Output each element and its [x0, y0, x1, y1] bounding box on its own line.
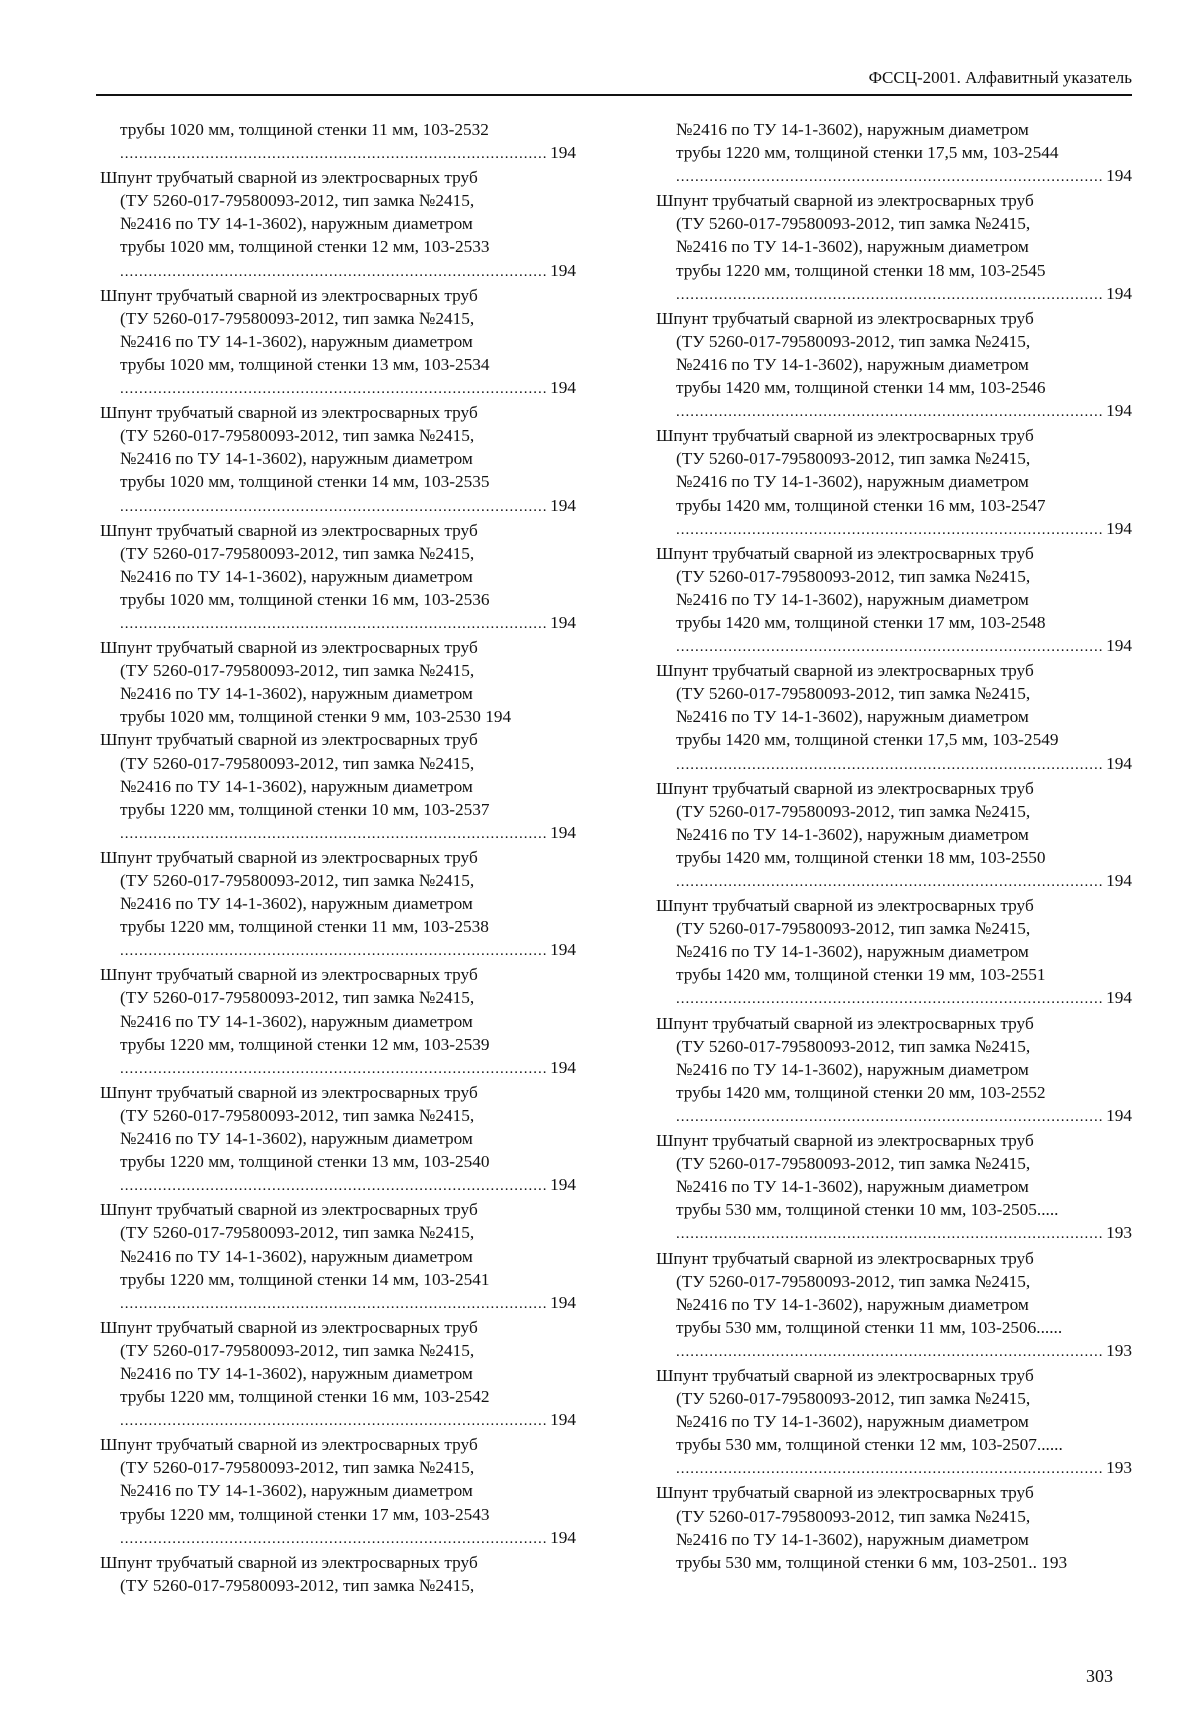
page-reference: [656, 282, 1132, 307]
index-entry-line: трубы 1220 мм, толщиной стенки 17,5 мм, 103-2544: [676, 143, 1059, 163]
index-entry-line: №2416 по ТУ 14-1-3602), наружным диаметром: [120, 684, 473, 704]
index-entry-line: (ТУ 5260-017-79580093-2012, тип замка №2415,: [120, 1458, 475, 1478]
index-entry-line: Шпунт трубчатый сварной из электросварных труб: [100, 1435, 478, 1455]
index-entry-line: (ТУ 5260-017-79580093-2012, тип замка №2415,: [676, 566, 1031, 586]
index-entry-line: (ТУ 5260-017-79580093-2012, тип замка №2415,: [676, 1036, 1031, 1056]
index-entry-line: Шпунт трубчатый сварной из электросварных труб: [100, 285, 478, 305]
index-entry-line: трубы 1020 мм, толщиной стенки 13 мм, 103-2534: [120, 354, 490, 374]
index-entry-line: Шпунт трубчатый сварной из электросварных труб: [656, 778, 1034, 798]
index-entry-line: Шпунт трубчатый сварной из электросварных труб: [100, 730, 478, 750]
index-entry-line: трубы 1020 мм, толщиной стенки 14 мм, 103-2535: [120, 472, 490, 492]
page-ref-number: 194: [550, 378, 576, 398]
page-ref-number: 194: [550, 1175, 576, 1195]
index-entry-line: трубы 1420 мм, толщиной стенки 16 мм, 103-2547: [676, 495, 1046, 515]
page-reference: [100, 1408, 576, 1433]
dot-leader: [120, 1410, 548, 1433]
page-ref-number: 194: [1106, 871, 1132, 890]
index-entry-line: Шпунт трубчатый сварной из электросварных труб: [656, 1013, 1034, 1033]
index-entry-line: №2416 по ТУ 14-1-3602), наружным диаметром: [676, 1529, 1029, 1549]
page-reference: [656, 1221, 1132, 1246]
index-entry-line: трубы 1420 мм, толщиной стенки 18 мм, 103-2550: [676, 847, 1046, 867]
index-entry: [656, 1247, 1132, 1364]
page-ref-number: 194: [550, 1410, 576, 1430]
index-entry: [100, 118, 576, 166]
index-entry: [100, 284, 576, 401]
page-ref-number: 194: [550, 612, 576, 632]
index-entry-line: №2416 по ТУ 14-1-3602), наружным диаметром: [120, 214, 473, 234]
index-entry: [100, 519, 576, 636]
page-ref-number: 193: [1106, 1223, 1132, 1243]
index-entry-line: №2416 по ТУ 14-1-3602), наружным диаметром: [676, 942, 1029, 962]
index-entry-line: (ТУ 5260-017-79580093-2012, тип замка №2415,: [676, 214, 1031, 234]
index-entry-line: №2416 по ТУ 14-1-3602), наружным диаметром: [120, 566, 473, 586]
index-entry: [100, 1316, 576, 1433]
page-ref-number: 194: [550, 822, 576, 842]
dot-leader: [676, 1106, 1104, 1129]
page-reference: [656, 752, 1132, 777]
page-reference: [100, 376, 576, 401]
index-entry-line: №2416 по ТУ 14-1-3602), наружным диаметром: [676, 707, 1029, 727]
page-reference: [656, 399, 1132, 424]
dot-leader: [120, 1293, 548, 1316]
index-entry-line: (ТУ 5260-017-79580093-2012, тип замка №2415,: [676, 1506, 1031, 1526]
index-entry-line: №2416 по ТУ 14-1-3602), наружным диаметром: [676, 589, 1029, 609]
index-entry-line: трубы 1420 мм, толщиной стенки 17 мм, 103-2548: [676, 612, 1046, 632]
index-entry-line: №2416 по ТУ 14-1-3602), наружным диаметром: [120, 1129, 473, 1149]
index-entry-line: (ТУ 5260-017-79580093-2012, тип замка №2415,: [676, 1154, 1031, 1174]
dot-leader: [676, 636, 1104, 659]
page-reference: [100, 494, 576, 519]
page-ref-number: 194: [550, 143, 576, 163]
index-entry-line: Шпунт трубчатый сварной из электросварных труб: [100, 1200, 478, 1220]
index-entry-line: №2416 по ТУ 14-1-3602), наружным диаметром: [120, 776, 473, 796]
index-entry-line: (ТУ 5260-017-79580093-2012, тип замка №2415,: [120, 988, 475, 1008]
page-ref-number: 194: [1106, 166, 1132, 186]
index-entry-line: (ТУ 5260-017-79580093-2012, тип замка №2415,: [120, 1223, 475, 1243]
index-entry-line: Шпунт трубчатый сварной из электросварных труб: [656, 308, 1034, 328]
page-ref-number: 194: [550, 1527, 576, 1547]
dot-leader: [676, 284, 1104, 307]
dot-leader: [120, 613, 548, 636]
index-entry: [656, 307, 1132, 424]
index-entry-line: (ТУ 5260-017-79580093-2012, тип замка №2415,: [120, 1340, 475, 1360]
index-entry-line: Шпунт трубчатый сварной из электросварных труб: [100, 638, 478, 658]
index-entry-line: трубы 1020 мм, толщиной стенки 11 мм, 103-2532: [120, 120, 489, 139]
index-entry-line: Шпунт трубчатый сварной из электросварных труб: [100, 520, 478, 540]
index-entry-line: (ТУ 5260-017-79580093-2012, тип замка №2415,: [676, 919, 1031, 939]
index-entry-line: Шпунт трубчатый сварной из электросварных труб: [100, 403, 478, 423]
index-entry-line: Шпунт трубчатый сварной из электросварных труб: [100, 1082, 478, 1102]
index-entry-line: (ТУ 5260-017-79580093-2012, тип замка №2415,: [676, 1389, 1031, 1409]
index-entry-line: трубы 1220 мм, толщиной стенки 18 мм, 103-2545: [676, 260, 1046, 280]
index-entry: [656, 1012, 1132, 1129]
index-entry-line: Шпунт трубчатый сварной из электросварных труб: [656, 1483, 1034, 1503]
index-entry-line: Шпунт трубчатый сварной из электросварных труб: [656, 543, 1034, 563]
index-entry-line: (ТУ 5260-017-79580093-2012, тип замка №2415,: [120, 1575, 475, 1595]
page-reference: [100, 821, 576, 846]
index-entry: [656, 118, 1132, 189]
page-reference: [100, 1056, 576, 1081]
index-entry-line: (ТУ 5260-017-79580093-2012, тип замка №2415,: [676, 331, 1031, 351]
index-entry: [100, 1433, 576, 1550]
index-entry-line: (ТУ 5260-017-79580093-2012, тип замка №2415,: [120, 753, 475, 773]
page-reference: [656, 1104, 1132, 1129]
index-entry: [656, 659, 1132, 776]
index-entry-line: №2416 по ТУ 14-1-3602), наружным диаметром: [676, 237, 1029, 257]
index-entry: [656, 424, 1132, 541]
page-ref-number: 194: [1106, 518, 1132, 538]
page-reference: [656, 634, 1132, 659]
index-entry-line: Шпунт трубчатый сварной из электросварных труб: [100, 1552, 478, 1572]
page-ref-number: 194: [550, 1292, 576, 1312]
index-entry: [656, 1364, 1132, 1481]
index-entry-line: трубы 530 мм, толщиной стенки 11 мм, 103-2506......: [676, 1317, 1063, 1337]
index-entry-line: Шпунт трубчатый сварной из электросварных труб: [656, 426, 1034, 446]
index-entry: [100, 728, 576, 845]
index-entry-line: (ТУ 5260-017-79580093-2012, тип замка №2415,: [120, 308, 475, 328]
index-entry-line: Шпунт трубчатый сварной из электросварных труб: [656, 1248, 1034, 1268]
index-entry-line: трубы 1020 мм, толщиной стенки 12 мм, 103-2533: [120, 237, 490, 257]
page-reference: [100, 1526, 576, 1551]
index-entry-line: Шпунт трубчатый сварной из электросварных труб: [656, 1131, 1034, 1151]
index-entry-line: №2416 по ТУ 14-1-3602), наружным диаметром: [676, 1294, 1029, 1314]
index-entry-line: №2416 по ТУ 14-1-3602), наружным диаметром: [676, 354, 1029, 374]
index-entry-line: трубы 1220 мм, толщиной стенки 12 мм, 103-2539: [120, 1034, 490, 1054]
index-entry-line: №2416 по ТУ 14-1-3602), наружным диаметром: [120, 1481, 473, 1501]
index-entry-line: (ТУ 5260-017-79580093-2012, тип замка №2415,: [676, 684, 1031, 704]
index-entry-line: №2416 по ТУ 14-1-3602), наружным диаметром: [120, 1246, 473, 1266]
page-ref-number: 194: [1106, 753, 1132, 773]
dot-leader: [120, 378, 548, 401]
page-reference: [656, 164, 1132, 189]
page-ref-number: 194: [550, 495, 576, 515]
page-ref-number: 194: [550, 260, 576, 280]
index-entry-line: (ТУ 5260-017-79580093-2012, тип замка №2415,: [120, 191, 475, 211]
dot-leader: [676, 1458, 1104, 1481]
page-number: 303: [1086, 1666, 1113, 1686]
index-entry: [100, 1198, 576, 1315]
index-entry-line: (ТУ 5260-017-79580093-2012, тип замка №2415,: [120, 543, 475, 563]
page-reference: [100, 1173, 576, 1198]
index-entry-line: трубы 530 мм, толщиной стенки 12 мм, 103-2507......: [676, 1435, 1063, 1455]
page-reference: [656, 1456, 1132, 1481]
dot-leader: [120, 1175, 548, 1198]
index-entry-line: №2416 по ТУ 14-1-3602), наружным диаметром: [120, 331, 473, 351]
index-entry: [656, 542, 1132, 659]
index-entry-line: (ТУ 5260-017-79580093-2012, тип замка №2415,: [676, 1271, 1031, 1291]
index-entry-line: Шпунт трубчатый сварной из электросварных труб: [100, 847, 478, 867]
dot-leader: [676, 754, 1104, 777]
page-reference: [100, 259, 576, 284]
page-ref-number: 193: [1106, 1340, 1132, 1360]
index-entry: [656, 1129, 1132, 1246]
index-entry-line: №2416 по ТУ 14-1-3602), наружным диаметром: [676, 1059, 1029, 1079]
index-entry-line: №2416 по ТУ 14-1-3602), наружным диаметром: [676, 1412, 1029, 1432]
index-entry-line: №2416 по ТУ 14-1-3602), наружным диаметром: [120, 1011, 473, 1031]
dot-leader: [676, 988, 1104, 1011]
header-title: ФССЦ-2001. Алфавитный указатель: [868, 68, 1132, 87]
index-entry-line: трубы 1220 мм, толщиной стенки 10 мм, 103-2537: [120, 799, 490, 819]
page-reference: [656, 986, 1132, 1011]
index-entry-line: №2416 по ТУ 14-1-3602), наружным диаметром: [676, 1177, 1029, 1197]
index-entry: [100, 1551, 576, 1597]
index-entry: [100, 1081, 576, 1198]
dot-leader: [676, 871, 1104, 894]
page-reference: [100, 611, 576, 636]
index-entry-line: Шпунт трубчатый сварной из электросварных труб: [656, 661, 1034, 681]
index-column-left: [100, 118, 576, 1597]
index-entry: [100, 166, 576, 283]
page-reference: [100, 1291, 576, 1316]
index-entry-line: трубы 1420 мм, толщиной стенки 19 мм, 103-2551: [676, 965, 1046, 985]
index-column-right: [656, 118, 1132, 1574]
page-reference: [656, 869, 1132, 894]
index-entry: [656, 1481, 1132, 1573]
index-entry-line: №2416 по ТУ 14-1-3602), наружным диаметром: [676, 120, 1029, 139]
dot-leader: [120, 496, 548, 519]
dot-leader: [120, 1058, 548, 1081]
page-ref-number: 194: [1106, 283, 1132, 303]
dot-leader: [120, 143, 548, 166]
page-ref-number: 194: [1106, 988, 1132, 1008]
dot-leader: [676, 1223, 1104, 1246]
index-entry-line: трубы 1220 мм, толщиной стенки 13 мм, 103-2540: [120, 1152, 490, 1172]
index-entry: [100, 401, 576, 518]
dot-leader: [120, 823, 548, 846]
page-ref-number: 193: [1106, 1458, 1132, 1478]
index-entry: [656, 894, 1132, 1011]
index-entry-line: (ТУ 5260-017-79580093-2012, тип замка №2415,: [676, 449, 1031, 469]
index-entry-line: №2416 по ТУ 14-1-3602), наружным диаметром: [120, 1363, 473, 1383]
index-entry-line: Шпунт трубчатый сварной из электросварных труб: [100, 168, 478, 188]
page-reference: [100, 141, 576, 166]
dot-leader: [120, 261, 548, 284]
dot-leader: [676, 166, 1104, 189]
index-entry-line: Шпунт трубчатый сварной из электросварных труб: [656, 896, 1034, 916]
page-ref-number: 194: [1106, 401, 1132, 421]
index-entry-line: трубы 1220 мм, толщиной стенки 17 мм, 103-2543: [120, 1504, 490, 1524]
index-entry-line: трубы 530 мм, толщиной стенки 10 мм, 103-2505.....: [676, 1200, 1059, 1220]
dot-leader: [676, 401, 1104, 424]
index-entry-line: трубы 1220 мм, толщиной стенки 11 мм, 103-2538: [120, 917, 489, 937]
index-entry-line: (ТУ 5260-017-79580093-2012, тип замка №2415,: [120, 661, 475, 681]
index-entry: [100, 963, 576, 1080]
dot-leader: [120, 940, 548, 963]
index-entry-line: Шпунт трубчатый сварной из электросварных труб: [656, 1365, 1034, 1385]
index-entry-line: Шпунт трубчатый сварной из электросварных труб: [100, 1317, 478, 1337]
page-ref-number: 194: [1106, 1105, 1132, 1125]
index-entry-line: (ТУ 5260-017-79580093-2012, тип замка №2415,: [120, 871, 475, 890]
dot-leader: [676, 519, 1104, 542]
index-entry: [656, 189, 1132, 306]
index-entry-line: (ТУ 5260-017-79580093-2012, тип замка №2415,: [120, 426, 475, 446]
index-entry-line: трубы 1020 мм, толщиной стенки 16 мм, 103-2536: [120, 589, 490, 609]
page-reference: [656, 1339, 1132, 1364]
index-entry: [100, 636, 576, 728]
index-entry-line: №2416 по ТУ 14-1-3602), наружным диаметром: [676, 824, 1029, 844]
index-entry-line: трубы 1420 мм, толщиной стенки 14 мм, 103-2546: [676, 378, 1046, 398]
index-entry: [100, 846, 576, 963]
index-entry-line: трубы 1220 мм, толщиной стенки 14 мм, 103-2541: [120, 1269, 490, 1289]
page-ref-number: 194: [550, 940, 576, 960]
page-reference: [656, 517, 1132, 542]
page-ref-number: 194: [550, 1057, 576, 1077]
index-entry-line: (ТУ 5260-017-79580093-2012, тип замка №2415,: [676, 801, 1031, 821]
page-reference: [100, 938, 576, 963]
dot-leader: [676, 1341, 1104, 1364]
running-header: [96, 66, 1132, 96]
index-entry-line: №2416 по ТУ 14-1-3602), наружным диаметром: [120, 449, 473, 469]
index-entry-line: трубы 1420 мм, толщиной стенки 17,5 мм, 103-2549: [676, 730, 1059, 750]
dot-leader: [120, 1528, 548, 1551]
index-entry-line: (ТУ 5260-017-79580093-2012, тип замка №2415,: [120, 1105, 475, 1125]
index-entry-line: трубы 1220 мм, толщиной стенки 16 мм, 103-2542: [120, 1387, 490, 1407]
index-entry-line: №2416 по ТУ 14-1-3602), наружным диаметром: [676, 472, 1029, 492]
index-entry-line: трубы 530 мм, толщиной стенки 6 мм, 103-2501.. 193: [676, 1552, 1068, 1572]
index-entry: [656, 777, 1132, 894]
index-entry-line: трубы 1020 мм, толщиной стенки 9 мм, 103-2530 194: [120, 707, 512, 727]
page-ref-number: 194: [1106, 636, 1132, 656]
index-entry-line: трубы 1420 мм, толщиной стенки 20 мм, 103-2552: [676, 1082, 1046, 1102]
index-entry-line: №2416 по ТУ 14-1-3602), наружным диаметром: [120, 894, 473, 914]
index-entry-line: Шпунт трубчатый сварной из электросварных труб: [100, 965, 478, 985]
index-entry-line: Шпунт трубчатый сварной из электросварных труб: [656, 191, 1034, 211]
